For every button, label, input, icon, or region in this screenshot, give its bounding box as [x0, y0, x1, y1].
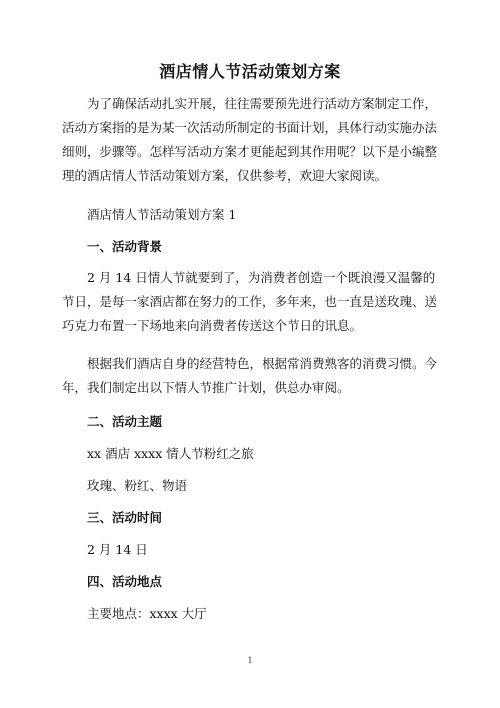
intro-paragraph: 为了确保活动扎实开展，往往需要预先进行活动方案制定工作，活动方案指的是为某一次活动所制定的书面计划，具体行动实施办法细则，步骤等。怎样写活动方案才更能起到其作用呢？以下是小编整理的酒店情人节活动策划方案，仅供参考，欢迎大家阅读。 [62, 96, 438, 183]
time-line-1: 2 月 14 日 [87, 542, 148, 557]
section-heading-theme: 二、活动主题 [87, 414, 163, 429]
section-heading-location: 四、活动地点 [87, 574, 163, 589]
background-paragraph-1: 2 月 14 日情人节就要到了，为消费者创造一个既浪漫又温馨的节日，是每一家酒店都在努力的工作，多年来，也一直是送玫瑰、送巧克力布置一下场地来向消费者传送这个节日的讯息。 [62, 270, 438, 333]
location-line-1: 主要地点：xxxx 大厅 [87, 606, 207, 621]
document-title: 酒店情人节活动策划方案 [159, 62, 341, 81]
theme-line-2: 玫瑰、粉红、物语 [87, 478, 188, 493]
page-number: 1 [247, 656, 253, 665]
theme-line-1: xx 酒店 xxxx 情人节粉红之旅 [87, 446, 254, 461]
plan-title: 酒店情人节活动策划方案 1 [87, 207, 237, 222]
section-heading-background: 一、活动背景 [87, 239, 163, 254]
background-paragraph-2: 根据我们酒店自身的经营特色，根据常消费熟客的消费习惯。今年，我们制定出以下情人节推广计划，供总办审阅。 [62, 356, 438, 395]
section-heading-time: 三、活动时间 [87, 510, 163, 525]
